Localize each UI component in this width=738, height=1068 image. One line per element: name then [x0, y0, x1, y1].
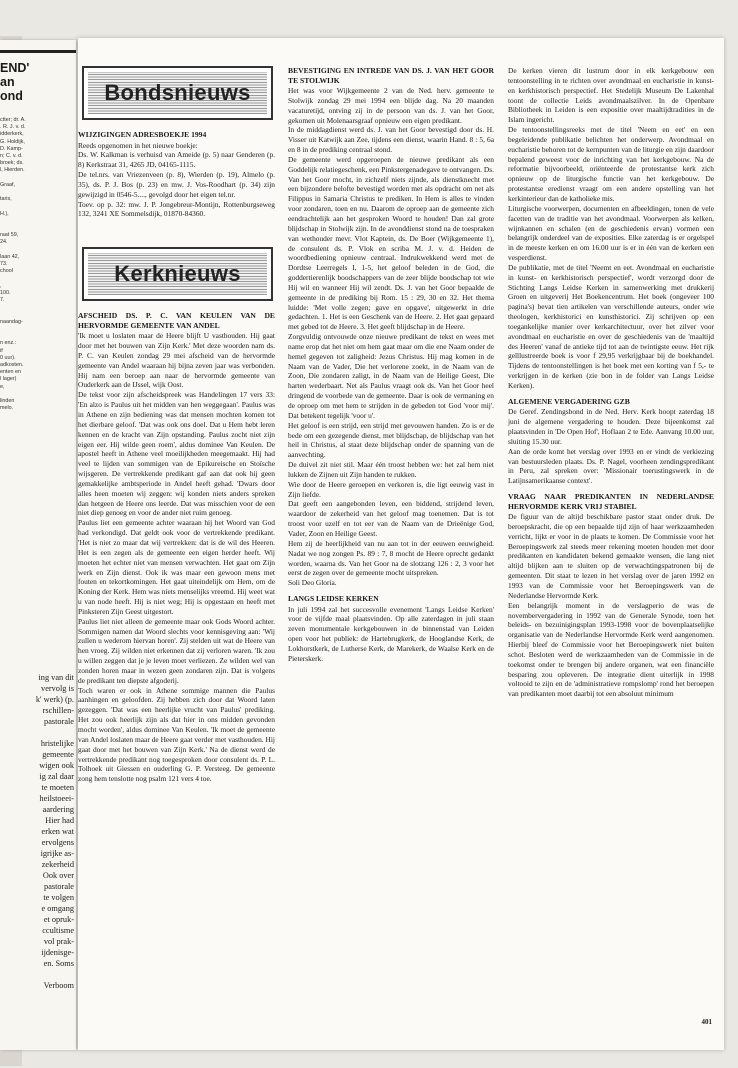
previous-list-line: 100. — [0, 289, 11, 296]
previous-list-line: taris, — [0, 196, 12, 203]
previous-body-line: wigen ook — [39, 761, 74, 770]
article-paragraph: Toev. op p. 32: mw. J. P. Jongebreur-Montijn, Rottenburgseweg 132, 3241 XE Sommelsdijk, 01870-84360. — [78, 199, 275, 219]
article-paragraph: Hem zij de heerlijkheid van nu aan tot in der eeuwen eeuwigheid. Nadat we nog zongen Ps. 89 : 7, 8 mocht de Heere oprecht gedankt worden, waarna ds. Van het Goor na de slotzang 126 : 2, 3 voor het eerst de zegen over de gemeente mocht uitspreken. — [288, 538, 494, 578]
previous-list-line — [0, 391, 76, 398]
column-1 — [78, 66, 275, 784]
previous-list-line: 24. — [0, 239, 8, 246]
previous-list-line: e, — [0, 383, 5, 390]
previous-page-list — [0, 117, 76, 412]
previous-heading-line: END' — [0, 61, 30, 75]
article-paragraph: De tel.nrs. van Vriezenveen (p. 8), Wierden (p. 19), Almelo (p. 35), ds. P. J. Bos (p. 23) en mw. J. Vos-Roodhart (p. 34) zijn gewijzigd in 0546-5...., gevolgd door het eigen tel.nr. — [78, 170, 275, 199]
previous-body-line: ijdenisge- — [41, 948, 74, 957]
previous-body-line: te moeten — [41, 783, 74, 792]
previous-body-line: pastorale — [44, 882, 74, 891]
previous-list-line: naandag- — [0, 318, 23, 325]
previous-list-line: raat 59, — [0, 232, 19, 239]
kerknieuws-title: Kerknieuws — [114, 261, 241, 287]
column-2 — [288, 66, 494, 664]
previous-body-line: hristelijke — [40, 739, 74, 748]
previous-page-strip — [0, 40, 76, 1050]
bondsnieuws-title: Bondsnieuws — [104, 80, 251, 106]
article-paragraph: De duivel zit niet stil. Maar één troost hebben we: het zal hem niet lukken de Zijnen uit Zijn handen te rukken. — [288, 460, 494, 479]
article-paragraph: Toch waren er ook in Athene sommige mannen die Paulus aanhingen en geloofden. Zij hebben zich door dat Woord laten gezeggen. 'Dat was een heerlijke vrucht van Paulus' prediking. Het zou ook heerlijk zijn als dat hier in ons midden gevonden mocht worden', aldus dominee Van Keulen. 'Ik moet de gemeente van Andel loslaten maar de Heere gaat verder met vasthouden. Hij gaat door met het bouwen van Zijn Kerk.' Na de dienst werd de vertrekkende predikant nog toegesproken door consulent ds. P. L. Tolhoek uit Giessen en ouderling G. P. Versteeg. De gemeente zong hem tenslotte nog psalm 121 vers 4 toe. — [78, 685, 275, 784]
previous-body-line: rschillen- — [42, 706, 74, 715]
article-paragraph: Dat geeft een aangebonden leven, een biddend, strijdend leven, waardoor de zekerheid van het geloof mag toenemen. Dat is tot troost voor uzelf en tot eer van de Naam van de Drieënige God, Vader, Zoon en Heilige Geest. — [288, 499, 494, 538]
previous-list-line — [0, 333, 76, 340]
previous-list-line: l lager) — [0, 376, 17, 383]
previous-body-line: k' werk) (p. — [35, 695, 74, 704]
previous-list-line: linden — [0, 397, 15, 404]
magazine-page — [78, 38, 724, 1050]
article-paragraph: Het was voor Wijkgemeente 2 van de Ned. herv. gemeente te Stolwijk zondag 29 mei 1994 een blijde dag. Na 20 maanden vacaturetijd, ontving zij in de persoon van ds. J. van het Goor, gekomen uit Molenaarsgraaf opnieuw een eigen predikant. — [288, 86, 494, 125]
previous-list-line — [0, 311, 76, 318]
previous-list-line: n; C. v. d. — [0, 153, 23, 160]
previous-list-line: l, Hierden. — [0, 167, 25, 174]
previous-list-line: laan 42, — [0, 253, 20, 260]
article-paragraph: Het geloof is een strijd, een strijd met gevouwen handen. Zo is er de bede om een gezegende dienst, met blijdschap, de blijdschap van het heil in Christus, al staat deze blijdschap onder de spanning van de aanvechting. — [288, 420, 494, 460]
article-paragraph: De publikatie, met de titel 'Neemt en eet. Avondmaal en eucharistie in kunst- en kerkhistorisch perspectief', wordt verzorgd door de Stichting Langs Leidse Kerken in samenwerking met drukkerij Groen en uitgeverij Het Boekencentrum. Het boek (ongeveer 100 pagina's) bevat tien artikelen van verschillende auteurs, onder wie theologen, kerkhistorici en kunsthistorici. Zij schrijven op een toegankelijke manier over kerkarchitectuur, over het zilver voor avondmaal en eucharistie en over de geschiedenis van de 'maaltijd des Heeren' vanaf de antieke tijd tot aan de twintigste eeuw. Het rijk geïllustreerde boek is voor f 29,95 verkrijgbaar bij de boekhandel. Tijdens de tentoonstellingen is het boek met een korting van f 5,- te verkrijgen in de kerken (zie bon in de folder van Langs Leidse Kerken). — [508, 262, 714, 390]
article-paragraph: Wie door de Heere geroepen en verkoren is, die ligt eeuwig vast in Zijn liefde. — [288, 479, 494, 499]
previous-body-line: pastorale — [44, 717, 74, 726]
previous-list-line — [0, 218, 76, 225]
previous-body-line: ervolgens — [41, 838, 74, 847]
previous-list-line — [0, 175, 76, 182]
article-paragraph: Ds. W. Kalkman is verhuisd van Ameide (p. 5) naar Genderen (p. 8) Kerkstraat 31, 4265 JD, 04165-1115. — [78, 150, 275, 170]
previous-heading-line: an — [0, 75, 15, 89]
previous-body-line: ig zal daar — [39, 772, 74, 781]
previous-body-line: en. Soms — [43, 959, 74, 968]
previous-body-line: heilstoeei- — [39, 794, 74, 803]
previous-list-line: 0 uur). — [0, 354, 16, 361]
previous-body-line — [36, 969, 74, 980]
article-paragraph: De gemeente werd opgeroepen de nieuwe predikant als een Goddelijk relatiegeschenk, een Pinkstergenadegave te ontvangen. Ds. Van het Goor mocht, in zichzelf niets zijnde, als dienstknecht met een bijzondere belofte bevestigd worden met als opdracht om net als Filippus in Samaria Christus te prediken. In Hem is alles te vinden voor zondaren, toen en nu. Daarom de oproep aan de gemeente zich eendrachtelijk aan het gesproken Woord te houden! Dan zal grote blijdschap in Stolwijk zijn. In de avonddienst stond na de toespraken van wethouder mevr. Vlot Kaptein, ds. De Boer (Wijkgemeente 1), de consulent ds. P. Vlok en scriba M. J. v. d. Heiden de woordbediening opnieuw centraal. Indrukwekkend werd met de Dordtse Leerregels I, 1-5, het geloof beleden in de God, die goddertierenlijk boodschappers van de zeer blijde boodschap tot wie Hij wil en wanneer Hij wil zendt. Ds. J. van het Goor bepaalde de gemeente in de prediking bij Rom. 15 : 29, 30 en 32. Het thema luidde: 'Met volle zegen; gave en opgave', uitgewerkt in drie gedachten. 1. Het is een Geschenk van de Heere. 2. Het gaat gepaard met gebed tot de Heere. 3. Het geeft blijdschap in de Heere. — [288, 154, 494, 332]
previous-list-line — [0, 275, 76, 282]
article-paragraph: De kerken vieren dit lustrum door in elk kerkgebouw een tentoonstelling in te richten over avondmaal en eucharistie in kunst- en kerkhistorisch perspectief. Het Stedelijk Museum De Lakenhal toont de collectie Leids avondmaalszilver. In de Openbare Bibliotheek in Leiden is een expositie over maaltijdtradities in de Islam ingericht. — [508, 66, 714, 125]
article-paragraph: De tekst voor zijn afscheidspreek was Handelingen 17 vers 33: 'En alzo is Paulus uit het midden van hen weggegaan'. Paulus was in Athene en zijn bediening was dat mensen mochten komen tot het dierbare geloof. 'Dat was ook ons doel. Dat u Hem hebt leren kennen en de kracht van Zijn opstanding. Paulus zocht niet zijn eigen eer. Hij wilde geen roem', aldus dominee Van Keulen. De apostel heeft in Athene veel moeilijkheden meegemaakt. Hij had veel te lijden van sommigen van de Epikureische en Stoïsche wijsgeren. De vertrekkende predikant gaf aan dat ook hij geen gemakkelijke ambtsperiode in Andel heeft gehad. 'Dwars door alles heen moeten wij zeggen: wij konden niets anders spreken dan hetgeen de Heere ons leerde. Dat was misschien voor de een niet diep genoeg en voor de ander niet ruim genoeg. — [78, 390, 275, 518]
previous-list-line: 73. — [0, 261, 8, 268]
article-title: ALGEMENE VERGADERING GZB — [508, 396, 630, 406]
article-paragraph: In juli 1994 zal het succesvolle evenement 'Langs Leidse Kerken' voor de vijfde maal plaatsvinden. Op alle zaterdagen in juli staan zeven monumentale kerkgebouwen in de binnenstad van Leiden open voor het publiek: de Hartebrugkerk, de Hooglandse Kerk, de Lokhorstkerk, de Lutherse Kerk, de Marekerk, de Waalse Kerk en de Pieterskerk. — [288, 604, 494, 663]
bondsnieuws-banner — [82, 66, 273, 120]
previous-body-line: te volgen — [43, 893, 74, 902]
page-number: 401 — [701, 1018, 712, 1026]
article-paragraph: Een belangrijk moment in de verslagperio de was de novembervergadering in 1992 van de Generale Synode, toen het beleids- en bezuinigingsplan 1993-1998 voor de bovenplaatselijke organisatie van de Nederlandse Hervormde Kerk werd aangenomen. Hierbij bleef de Commissie voor het Beroepingswerk niet buiten schot. Besloten werd de werkzaamheden van de Commissie in de toekomst onder te brengen bij andere organen, wat een financiële besparing zou opleveren. De integratie dient uiterlijk in 1998 voltooid te zijn en de 'administratieve rompslomp' rond het beroepen van predikanten moet daarbij tot een absoluut minimum — [508, 600, 714, 699]
previous-list-line — [0, 225, 76, 232]
previous-body-line: igrijke as- — [40, 849, 74, 858]
article-paragraph: Liturgische voorwerpen, documenten en afbeeldingen, tonen de vele facetten van de traditie van het avondmaal. Voorwerpen als kelken, wijnkannen en schalen (en de geschiedenis ervan) vormen een belangrijk onderdeel van de exposities. Elke zaterdag is er orgelspel in de meeste kerken en om 16.00 uur is er in één van de kerken een vesperdienst. — [508, 203, 714, 263]
previous-body-line: e omgang — [41, 904, 74, 913]
previous-list-line — [0, 247, 76, 254]
previous-list-line: idderkerk, — [0, 131, 24, 138]
previous-body-line: ccultisme — [42, 926, 74, 935]
previous-body-line: erken wat — [41, 827, 74, 836]
previous-list-line: . R. J. v. d. — [0, 124, 26, 131]
previous-list-line: adkosten. — [0, 361, 24, 368]
previous-list-line — [0, 189, 76, 196]
previous-body-line: aardering — [42, 805, 74, 814]
article-paragraph: De figuur van de altijd beschikbare pastor staat onder druk. De beroepskracht, die op een bepaalde tijd zijn of haar werkzaamheden verricht, lijkt er voor in de plaats te komen. De Commissie voor het Beroepingswerk zal steeds meer rekening moeten houden met door predikanten en kandidaten bekend gemaakte wensen, die lang niet altijd blijken aan te sluiten op de verwachtingspatronen bij de gemeenten. Dit staat te lezen in het verslag over de jaren 1992 en 1993 van de Commissie voor het Beroepingswerk van de Nederlandse Hervormde Kerk. — [508, 512, 714, 600]
previous-body-line: gemeente — [42, 750, 74, 759]
previous-list-line: n enz.: — [0, 340, 17, 347]
previous-list-line: D. Kamp- — [0, 145, 23, 152]
previous-list-line: , — [0, 282, 2, 289]
article-paragraph: Paulus liet niet alleen de gemeente maar ook Gods Woord achter. Sommigen namen dat Woord slechts voor kennisgeving aan: 'Wij zullen u wederom hiervan horen'. Zij stelden uit wat de Heere van hen vroeg. Zij wilden niet erkennen dat zij verloren waren. 'Ik zou u willen zeggen dat je je leven moet verliezen. Ze wilden wel van zonden horen maar in wezen geen zondaren zijn. Dat is volgens de predikant ten diepste afgoderij. — [78, 616, 275, 685]
previous-body-line: ing van dit — [38, 673, 74, 682]
article-paragraph: Paulus liet een gemeente achter waaraan hij het Woord van God had verkondigd. Dat geldt ook voor de vertrekkende predikant. 'Het is niet zo maar dat wij vertrekken: dat is de wil des Heeren. Het is een zegen als de gemeente een eigen herder heeft. Wij moeten het echter niet van mensen verwachten. Het gaat om Zijn werk en Zijn dienst. Ook ik was maar een gewoon mens met fouten en tekortkomingen. Het gaat uiteindelijk om Hem, om de Koning der Kerk. Hem was niets menselijks vreemd. Hij weet wat u van node heeft. Hij is niet weg; Hij is opgestaan en heeft met Pinksteren Zijn Geest uitgestort. — [78, 518, 275, 616]
previous-list-line: H.), — [0, 210, 9, 217]
previous-list-line: ctter; dr. A. — [0, 117, 26, 123]
previous-list-line: if — [0, 347, 3, 354]
previous-list-line — [0, 203, 76, 210]
previous-body-line: Verboom — [43, 981, 74, 990]
previous-list-line: chool — [0, 268, 13, 275]
previous-body-line: Ook over — [42, 871, 74, 880]
previous-page-heading — [0, 50, 76, 103]
previous-list-line: melo. — [0, 405, 14, 412]
previous-body-line: zekerheid — [41, 860, 74, 869]
previous-body-line: vol prak- — [43, 937, 74, 946]
previous-list-line: 7. — [0, 297, 5, 304]
column-3 — [508, 66, 714, 699]
previous-body-line: Hier had — [45, 816, 74, 825]
article-paragraph: Zorgvuldig ontvouwde onze nieuwe predikant de tekst en wees met name erop dat het niet om hem gaat maar om die ene Naam onder de hemel gegeven tot zaligheid: Jezus Christus. Hij mag komen in de Naam van de Vader, Die het verlorene zoekt, in de Naam van de Zoon, Die zondaren zaligt, in de Naam van de Heilige Geest, Die harten wederbaart. Net als Paulus vraagt ook ds. Van het Goor heel dringend de voorbede van de gemeente. Daar is ook de vermaning en de oproep om met hem te strijden in de gebeden tot God 'voor mij'. Dat betekent tegelijk 'voor u'. — [288, 332, 494, 420]
kerknieuws-banner — [82, 247, 273, 301]
article-paragraph: 'Ik moet u loslaten maar de Heere blijft U vasthouden. Hij gaat door met het bouwen van Zijn Kerk.' Met deze woorden nam ds. P. C. van Keulen zondag 29 mei afscheid van de hervormde gemeente van Andel waaraan hij bijna zeven jaar was verbonden. Hij nam een beroep aan naar de hervormde gemeente van Ouderkerk aan de IJssel, wijk Oost. — [78, 331, 275, 390]
article-paragraph: Aan de orde komt het verslag over 1993 en er vindt de verkiezing van bestuursleden plaats. Ds. P. Nagel, voorheen zendingspredikant in Peru, zal spreken over: 'Missionair toerustingswerk in de Latijnsamerikaanse context'. — [508, 446, 714, 486]
article-title: AFSCHEID DS. P. C. VAN KEULEN VAN DE HERVORMDE GEMEENTE VAN ANDEL — [78, 311, 275, 330]
article-paragraph: Reeds opgenomen in het nieuwe boekje: — [78, 140, 198, 150]
article-paragraph: De Geref. Zendingsbond in de Ned. Herv. Kerk hoopt zaterdag 18 juni de algemene vergadering te houden. Deze bijeenkomst zal plaatsvinden in 'De Open Hof', Hoflaan 2 te Ede. Aanvang 10.00 uur, sluiting 15.30 uur. — [508, 407, 714, 446]
previous-body-line: et opruk- — [43, 915, 74, 924]
previous-list-line: Graaf, — [0, 181, 15, 188]
article-title: BEVESTIGING EN INTREDE VAN DS. J. VAN HET GOOR TE STOLWIJK — [288, 66, 494, 85]
article-paragraph: De tentoonstellingsreeks met de titel 'Neem en eet' en een begeleidende publikatie belichten het onderwerp. Avondmaal en eucharistie behoren tot de kernpunten van de liturgie en zijn daardoor bepalend geweest voor de inrichting van het kerkgebouw. Na de reformatie bijvoorbeeld, oriënteerde de protestantse kerk zich opnieuw op de liturgische functie van het kerkgebouw. De protestantse eredienst vraagt om een andere opstelling van het kerkinterieur dan de katholieke mis. — [508, 125, 714, 203]
previous-list-line: broek; ds. — [0, 160, 24, 167]
previous-list-line — [0, 304, 76, 311]
article-paragraph: In de middagdienst werd ds. J. van het Goor bevestigd door ds. H. Visser uit Katwijk aan Zee, tijdens een dienst, waarin Hand. 8 : 5, 6a en 8 in de prediking centraal stond. — [288, 125, 494, 155]
previous-heading-line: ond — [0, 89, 23, 103]
previous-body-line — [36, 727, 74, 738]
previous-page-body-text — [36, 672, 74, 991]
previous-list-line — [0, 326, 76, 333]
article-title: VRAAG NAAR PREDIKANTEN IN NEDERLANDSE HERVORMDE KERK VRIJ STABIEL — [508, 492, 714, 511]
article-title: LANGS LEIDSE KERKEN — [288, 594, 379, 604]
previous-list-line: enten en — [0, 369, 21, 376]
previous-list-line: G. Holdijk, — [0, 138, 25, 145]
article-title: WIJZIGINGEN ADRESBOEKJE 1994 — [78, 130, 207, 139]
article-paragraph: Soli Deo Gloria. — [288, 578, 337, 588]
previous-body-line: vervolg is — [41, 684, 74, 693]
